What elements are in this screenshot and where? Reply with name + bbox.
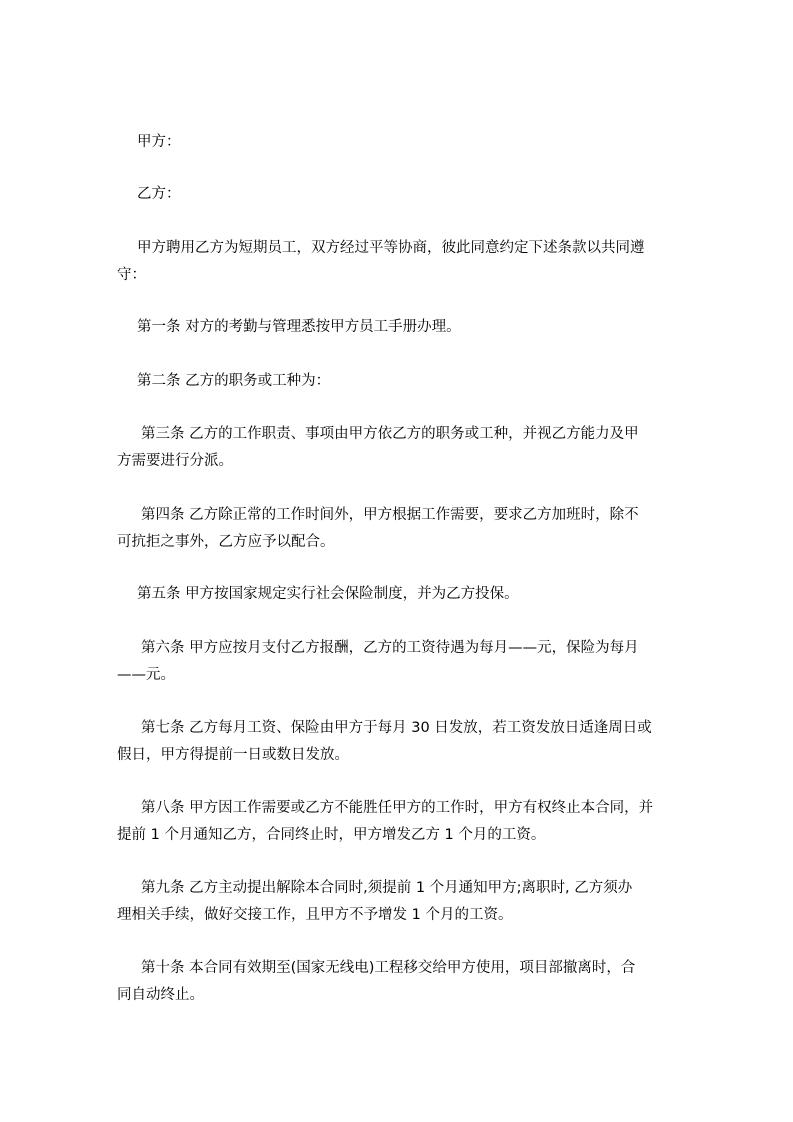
party-a-text: 甲方： (137, 134, 181, 150)
article-1 (117, 314, 737, 341)
party-b-label (117, 181, 737, 208)
article-6-line-1: 第六条 甲方应按月支付乙方报酬，乙方的工资待遇为每月——元，保险为每月 (141, 640, 639, 656)
article-10-line-1: 第十条 本合同有效期至(国家无线电)工程移交给甲方使用，项目部撤离时，合 (141, 960, 636, 976)
article-8-line-2: 提前 1 个月通知乙方，合同终止时，甲方增发乙方 1 个月的工资。 (117, 827, 546, 843)
article-3-line-2: 方需要进行分派。 (117, 453, 233, 469)
intro-paragraph (117, 235, 717, 289)
article-4-line-1: 第四条 乙方除正常的工作时间外，甲方根据工作需要，要求乙方加班时，除不 (141, 507, 639, 523)
article-8 (117, 795, 717, 849)
article-9-line-1: 第九条 乙方主动提出解除本合同时,须提前 1 个月通知甲方;离职时, 乙方须办 (141, 880, 633, 896)
party-a-label (117, 129, 737, 156)
article-4 (117, 502, 717, 556)
article-3 (117, 421, 717, 475)
intro-line-2: 守： (117, 267, 146, 283)
party-b-text: 乙方： (137, 186, 181, 202)
article-6-line-2: ——元。 (117, 667, 175, 683)
article-2-text: 第二条 乙方的职务或工种为： (137, 373, 331, 389)
article-5 (117, 581, 737, 608)
article-10-line-2: 同自动终止。 (117, 987, 204, 1003)
article-4-line-2: 可抗拒之事外，乙方应予以配合。 (117, 534, 335, 550)
article-1-text: 第一条 对方的考勤与管理悉按甲方员工手册办理。 (137, 319, 461, 335)
article-3-line-1: 第三条 乙方的工作职责、事项由甲方依乙方的职务或工种，并视乙方能力及甲 (141, 426, 639, 442)
article-10 (117, 955, 717, 1009)
article-9-line-2: 理相关手续，做好交接工作，且甲方不予增发 1 个月的工资。 (117, 907, 513, 923)
article-6 (117, 635, 717, 689)
article-5-text: 第五条 甲方按国家规定实行社会保险制度，并为乙方投保。 (137, 586, 519, 602)
intro-line-1: 甲方聘用乙方为短期员工，双方经过平等协商，彼此同意约定下述条款以共同遵 (137, 240, 645, 256)
article-7 (117, 715, 717, 769)
article-9 (117, 875, 717, 929)
article-8-line-1: 第八条 甲方因工作需要或乙方不能胜任甲方的工作时，甲方有权终止本合同，并 (141, 800, 654, 816)
article-7-line-2: 假日，甲方得提前一日或数日发放。 (117, 747, 349, 763)
article-2 (117, 368, 737, 395)
article-7-line-1: 第七条 乙方每月工资、保险由甲方于每月 30 日发放，若工资发放日适逢周日或 (141, 720, 652, 736)
